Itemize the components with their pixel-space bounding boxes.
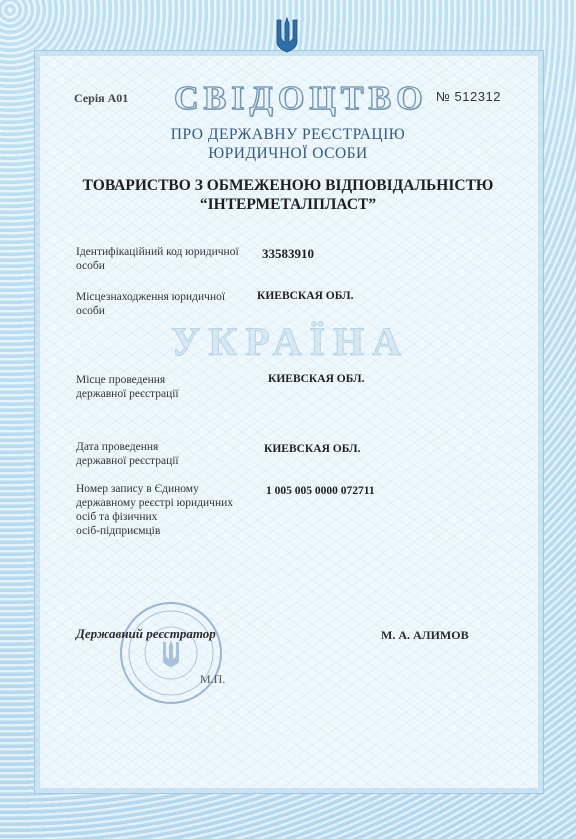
reg-date-label: Дата проведення державної реєстрації [76,441,179,467]
reg-date-value: КИЕВСКАЯ ОБЛ. [264,443,361,455]
stamp-icon [116,598,226,708]
reg-place-label: Місце проведення державної реєстрації [76,374,179,400]
series-label: Серія А01 [74,91,129,105]
company-name-line-1: ТОВАРИСТВО З ОБМЕЖЕНОЮ ВІДПОВІДАЛЬНІСТЮ [82,177,494,194]
ukraine-watermark: УКРАЇНА [170,319,410,364]
record-number-label: Номер запису в Єдиному державному реєстрі юридичних осіб та фізичних осіб-підприємців [76,483,233,537]
document-title: СВІДОЦТВО [174,80,428,117]
id-code-label: Ідентифікаційний код юридичної особи [76,246,239,272]
company-name-line-2: “ІНТЕРМЕТАЛПЛАСТ” [199,196,377,213]
record-number-value: 1 005 005 0000 072711 [266,485,375,497]
location-value: КИЕВСКАЯ ОБЛ. [257,290,354,302]
signer-name: М. А. АЛИМОВ [381,628,469,642]
registrar-label: Державний реєстратор [76,626,216,641]
serial-number: № 512312 [436,89,501,104]
subtitle-line-2: ЮРИДИЧНОЇ ОСОБИ [208,145,368,162]
trident-icon [274,14,300,54]
subtitle-line-1: ПРО ДЕРЖАВНУ РЕЄСТРАЦІЮ [170,126,406,143]
seal-place-mark: М.П. [200,672,226,686]
location-label: Місцезнаходження юридичної особи [76,291,226,317]
reg-place-value: КИЕВСКАЯ ОБЛ. [268,373,365,385]
id-code-value: 33583910 [262,246,314,261]
